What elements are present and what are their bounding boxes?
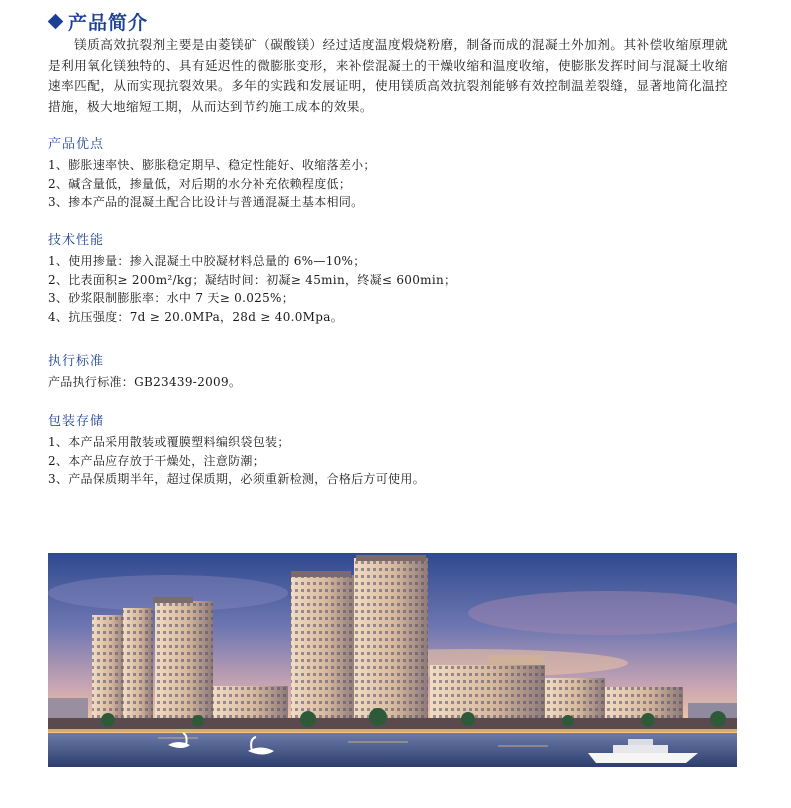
section-advantages — [48, 133, 738, 212]
list-item: 3、掺本产品的混凝土配合比设计与普通混凝土基本相同。 — [48, 195, 364, 209]
list-item: 1、膨胀速率快、膨胀稳定期早、稳定性能好、收缩落差小； — [48, 158, 376, 172]
intro-text: 镁质高效抗裂剂主要是由菱镁矿（碳酸镁）经过适度温度煅烧粉磨，制备而成的混凝土外加剂。其补偿收缩原理就是利用氧化镁独特的、具有延迟性的微膨胀变形，来补偿混凝土的干燥收缩和温度收缩，使膨胀发挥时间与混凝土收缩速率匹配，从而实现抗裂效果。多年的实践和发展证明，使用镁质高效抗裂剂能够有效控制温差裂缝，显著地简化温控措施，极大地缩短工期，从而达到节约施工成本的效果。 — [48, 37, 728, 114]
list-item: 1、使用掺量：掺入混凝土中胶凝材料总量的 6%—10%； — [48, 254, 366, 268]
section-packaging-storage — [48, 410, 738, 489]
section-heading: 执行标准 — [48, 354, 105, 369]
list-item: 1、本产品采用散装或覆膜塑料编织袋包装； — [48, 435, 290, 449]
list-item: 2、碱含量低，掺量低，对后期的水分补充依赖程度低； — [48, 176, 352, 191]
diamond-bullet-icon — [48, 14, 64, 30]
city-skyline-photo — [48, 553, 737, 767]
section-heading: 产品优点 — [48, 137, 105, 152]
section-heading: 技术性能 — [48, 233, 105, 248]
list-item: 3、产品保质期半年，超过保质期，必须重新检测，合格后方可使用。 — [48, 472, 425, 486]
list-item: 2、本产品应存放于干燥处，注意防潮； — [48, 453, 266, 468]
page-title — [48, 8, 148, 35]
city-skyline-illustration — [48, 553, 737, 767]
list-item: 3、砂浆限制膨胀率：水中 7 天≥ 0.025%； — [48, 291, 295, 305]
list-item: 4、抗压强度：7d ≥ 20.0MPa，28d ≥ 40.0Mpa。 — [48, 309, 344, 324]
section-heading: 包装存储 — [48, 414, 105, 429]
list-item: 2、比表面积≥ 200m²/kg；凝结时间：初凝≥ 45min，终凝≤ 600min； — [48, 272, 457, 287]
section-standard — [48, 350, 738, 392]
intro-paragraph — [48, 35, 728, 117]
section-technical-performance — [48, 229, 738, 326]
page-title-text: 产品简介 — [68, 12, 149, 34]
list-item: 产品执行标准：GB23439-2009。 — [48, 375, 242, 389]
